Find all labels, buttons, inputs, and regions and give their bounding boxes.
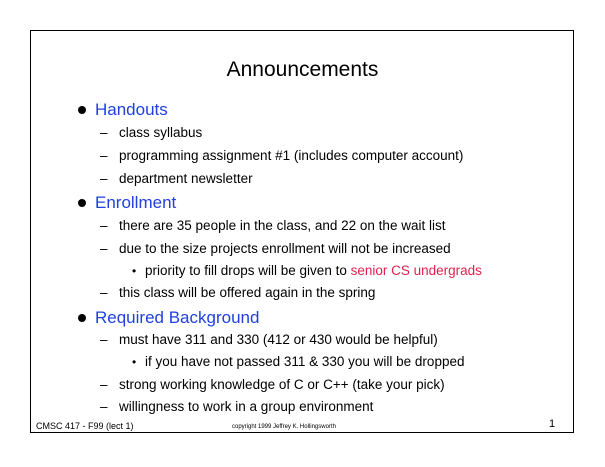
list-item: due to the size projects enrollment will not be increased bbox=[119, 241, 451, 256]
list-item: there are 35 people in the class, and 22 on the wait list bbox=[119, 218, 446, 233]
list-item: willingness to work in a group environment bbox=[119, 399, 374, 414]
section-heading-enrollment: Enrollment bbox=[95, 193, 177, 212]
highlighted-text: senior CS undergrads bbox=[350, 263, 482, 278]
sub-list-item-text: priority to fill drops will be given to bbox=[145, 263, 351, 278]
page-number: 1 bbox=[549, 418, 556, 430]
list-item: department newsletter bbox=[119, 171, 253, 186]
list-item: class syllabus bbox=[119, 125, 203, 140]
dash-marker: – bbox=[100, 377, 108, 392]
dash-marker: – bbox=[100, 332, 108, 347]
bullet-dot bbox=[78, 199, 86, 207]
sub-list-item: if you have not passed 311 & 330 you will be dropped bbox=[145, 354, 465, 369]
list-item: must have 311 and 330 (412 or 430 would be helpful) bbox=[119, 332, 438, 347]
dash-marker: – bbox=[100, 148, 108, 163]
dash-marker: – bbox=[100, 171, 108, 186]
bullet-dot bbox=[78, 314, 86, 322]
dash-marker: – bbox=[100, 218, 108, 233]
list-item: programming assignment #1 (includes computer account) bbox=[119, 148, 464, 163]
sub-bullet-marker: • bbox=[132, 355, 137, 369]
bullet-dot bbox=[78, 106, 86, 114]
footer-course-label: CMSC 417 - F99 (lect 1) bbox=[36, 421, 134, 431]
list-item: strong working knowledge of C or C++ (take your pick) bbox=[119, 377, 445, 392]
footer-copyright: copyright 1999 Jeffrey K. Hollingsworth bbox=[232, 424, 336, 430]
dash-marker: – bbox=[100, 241, 108, 256]
dash-marker: – bbox=[100, 125, 108, 140]
slide-title: Announcements bbox=[226, 58, 379, 81]
dash-marker: – bbox=[100, 399, 108, 414]
list-item: this class will be offered again in the spring bbox=[119, 285, 376, 300]
sub-list-item bbox=[145, 262, 482, 280]
sub-bullet-marker: • bbox=[132, 264, 137, 278]
dash-marker: – bbox=[100, 285, 108, 300]
section-heading-handouts: Handouts bbox=[95, 100, 168, 119]
section-heading-required-background: Required Background bbox=[95, 308, 260, 327]
